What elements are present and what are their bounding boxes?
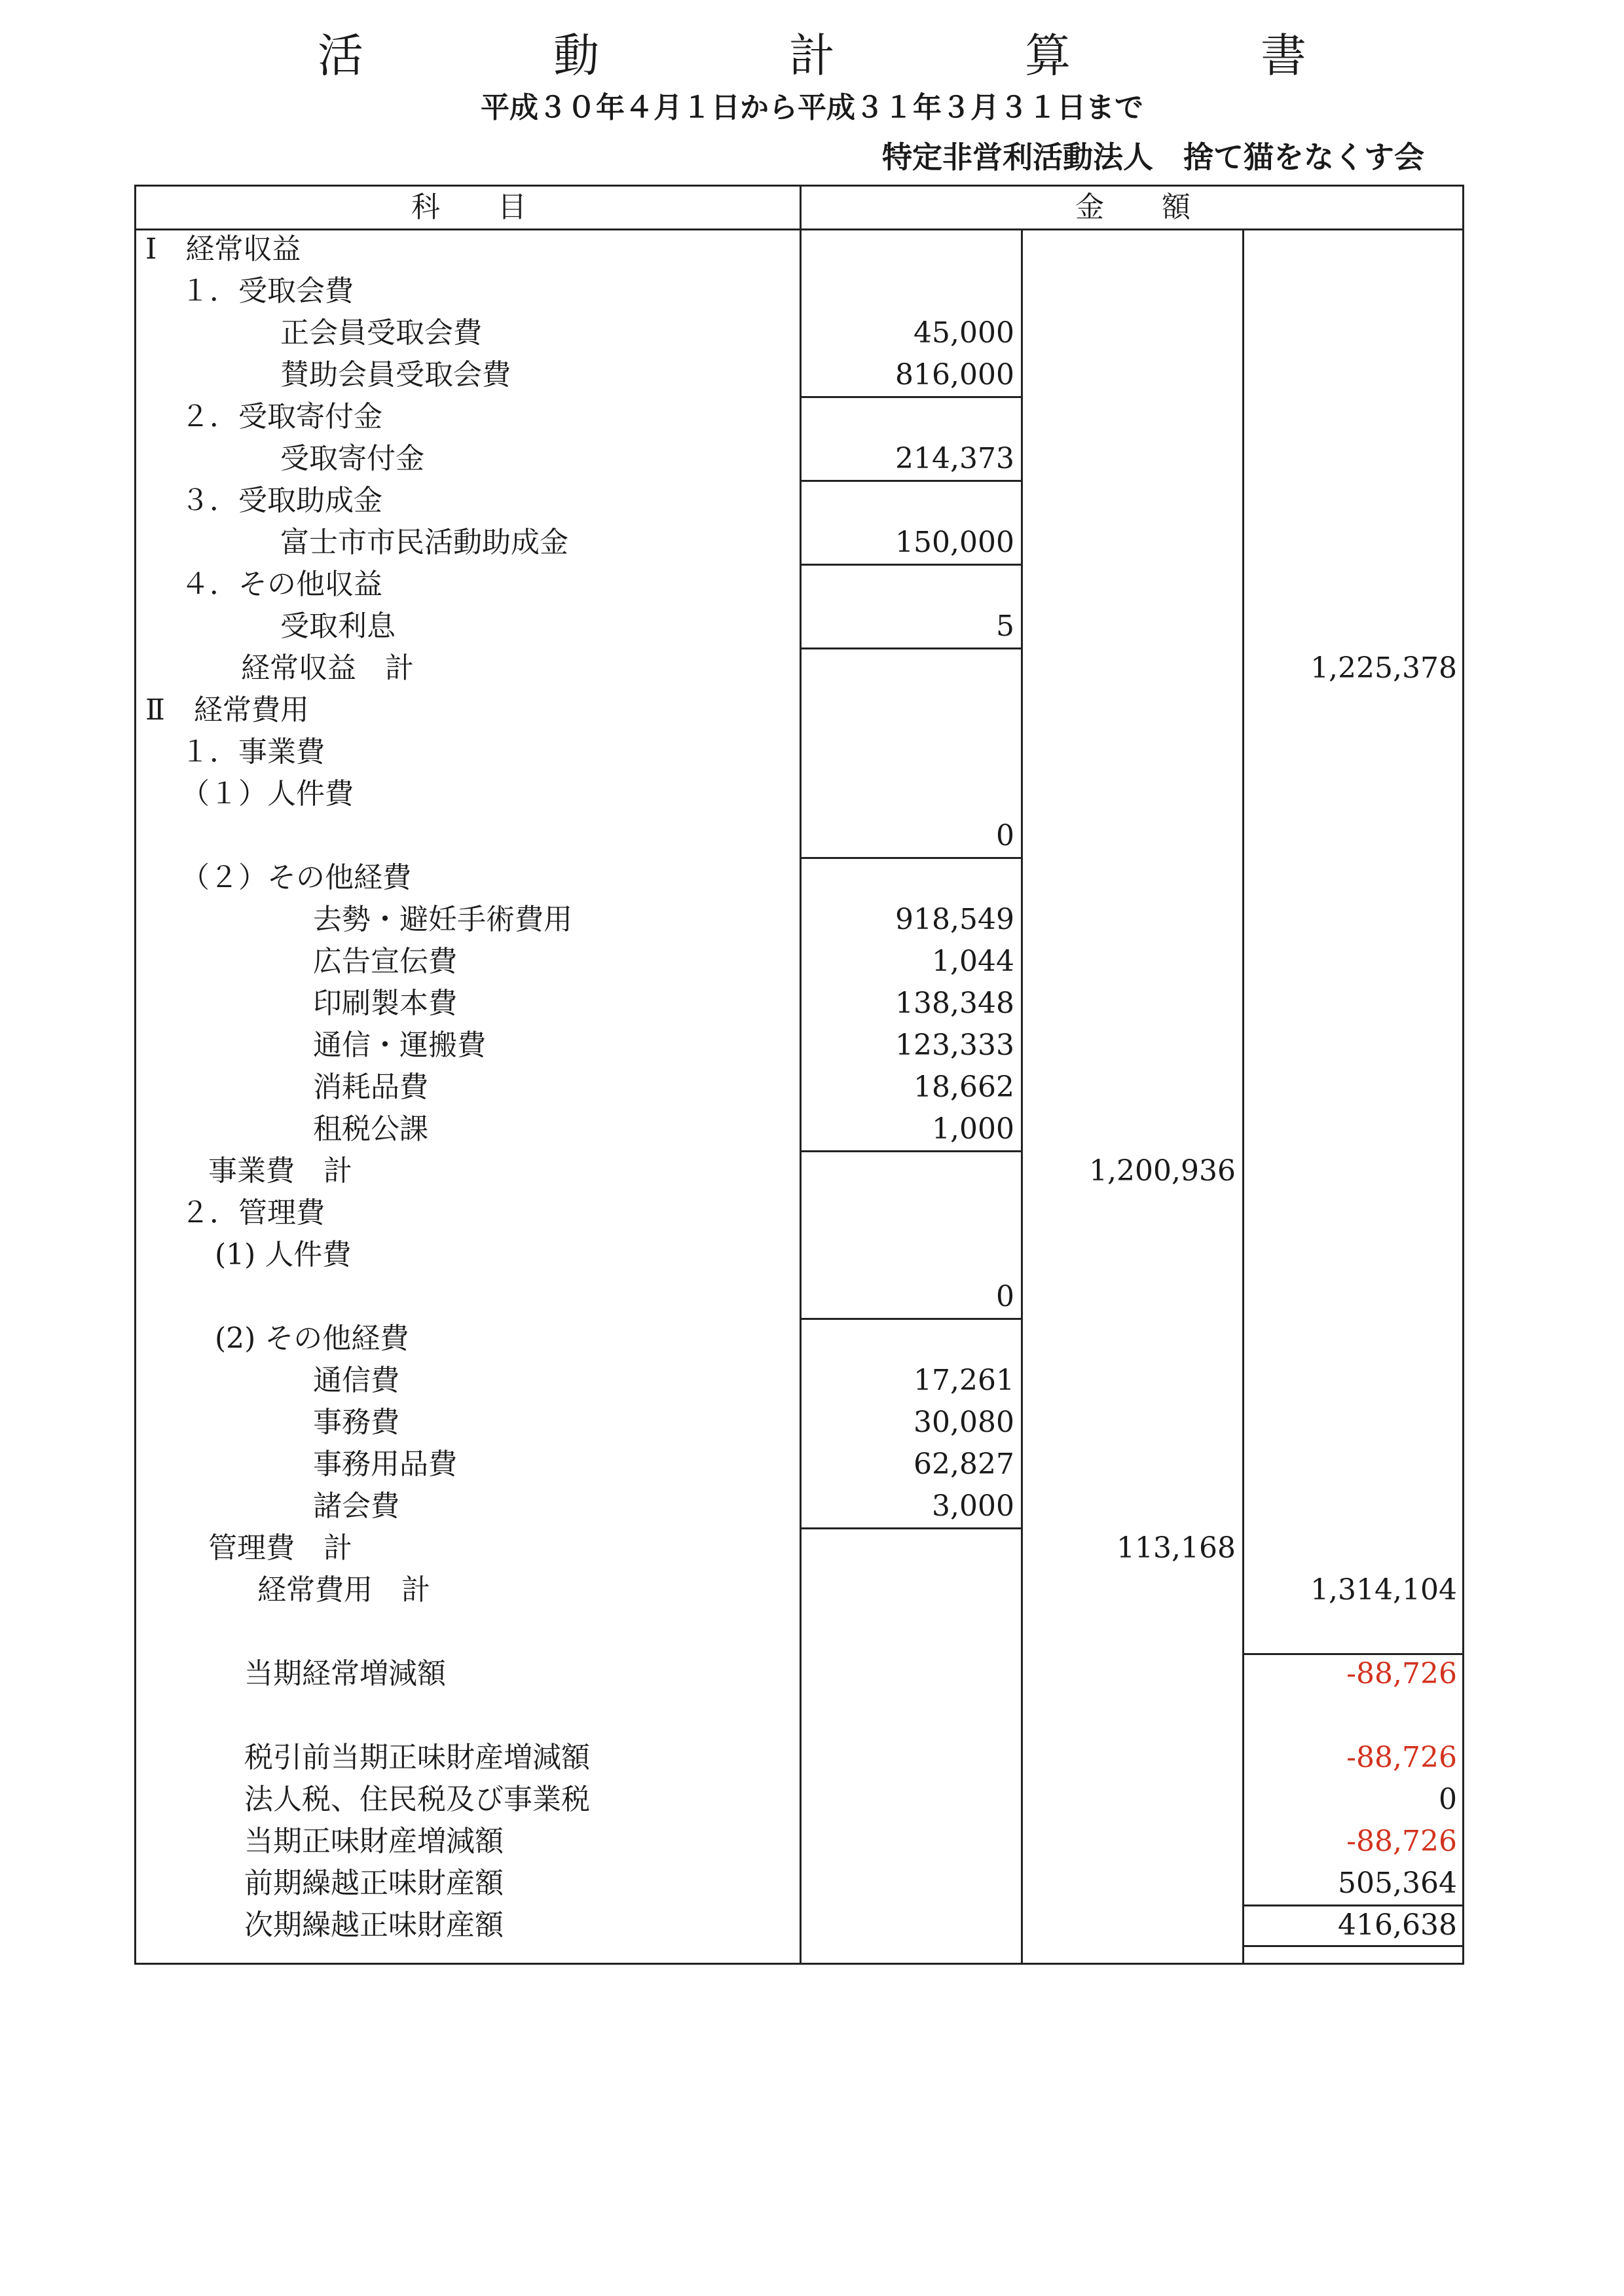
row-label: 印刷製本費 bbox=[313, 987, 457, 1020]
amount-col3: 416,638 bbox=[1338, 1908, 1457, 1942]
amount-col3: 505,364 bbox=[1338, 1867, 1457, 1900]
row-label: 賛助会員受取会費 bbox=[280, 358, 511, 392]
table-row bbox=[136, 1485, 1462, 1527]
table-row bbox=[136, 480, 1462, 522]
row-label: 当期正味財産増減額 bbox=[244, 1825, 504, 1858]
row-label: 次期繰越正味財産額 bbox=[244, 1908, 504, 1942]
amount-col1: 214,373 bbox=[895, 442, 1014, 475]
table-row bbox=[136, 1863, 1462, 1904]
table-row bbox=[136, 857, 1462, 899]
row-label: 租税公課 bbox=[313, 1112, 428, 1146]
row-label: 管理費 計 bbox=[208, 1531, 352, 1565]
table-row bbox=[136, 1904, 1462, 1946]
row-label: 当期経常増減額 bbox=[244, 1657, 446, 1690]
table-row bbox=[136, 1066, 1462, 1108]
row-label: 法人税、住民税及び事業税 bbox=[244, 1783, 590, 1816]
amount-col3: 1,314,104 bbox=[1310, 1573, 1457, 1607]
row-label: 事務用品費 bbox=[313, 1448, 457, 1481]
activity-statement-table bbox=[134, 185, 1464, 1965]
row-label: 受取寄付金 bbox=[280, 442, 424, 475]
fiscal-period: 平成３０年４月１日から平成３１年３月３１日まで bbox=[481, 91, 1143, 124]
amount-col1: 816,000 bbox=[895, 358, 1014, 392]
amount-col1: 30,080 bbox=[913, 1406, 1014, 1439]
table-row bbox=[136, 647, 1462, 689]
row-label: 通信費 bbox=[313, 1364, 399, 1397]
row-label: Ⅰ 経常収益 bbox=[145, 232, 301, 266]
table-row bbox=[136, 228, 1462, 270]
table-row bbox=[136, 1779, 1462, 1821]
amount-col1: 45,000 bbox=[913, 316, 1014, 350]
row-label: 諸会費 bbox=[313, 1489, 399, 1523]
row-label: 富士市市民活動助成金 bbox=[280, 526, 568, 559]
row-label: １．事業費 bbox=[181, 735, 325, 769]
amount-col1: 150,000 bbox=[895, 526, 1014, 559]
table-row bbox=[136, 1402, 1462, 1444]
document-title: 活 動 計 算 書 bbox=[318, 29, 1378, 82]
table-row bbox=[136, 312, 1462, 354]
row-label: （１）人件費 bbox=[181, 777, 354, 811]
amount-col2: 1,200,936 bbox=[1089, 1154, 1236, 1188]
amount-col1: 62,827 bbox=[913, 1448, 1014, 1481]
amount-col1: 138,348 bbox=[895, 987, 1014, 1020]
row-label: 経常費用 計 bbox=[257, 1573, 430, 1607]
amount-col3: -88,726 bbox=[1346, 1657, 1457, 1690]
table-row bbox=[136, 1025, 1462, 1066]
row-label: 税引前当期正味財産増減額 bbox=[244, 1741, 590, 1774]
table-row bbox=[136, 1360, 1462, 1402]
row-label: (2) その他経費 bbox=[215, 1322, 409, 1355]
amount-col1: 0 bbox=[996, 1280, 1014, 1313]
amount-col1: 123,333 bbox=[895, 1029, 1014, 1062]
row-label: ２．管理費 bbox=[181, 1196, 325, 1230]
amount-col3: 1,225,378 bbox=[1310, 651, 1457, 685]
table-row bbox=[136, 564, 1462, 606]
table-row bbox=[136, 522, 1462, 564]
amount-col1: 1,044 bbox=[932, 945, 1014, 978]
table-row bbox=[136, 396, 1462, 438]
amount-col1: 17,261 bbox=[913, 1364, 1014, 1397]
row-label: 経常収益 計 bbox=[241, 651, 414, 685]
table-row bbox=[136, 270, 1462, 312]
row-label: （２）その他経費 bbox=[181, 861, 411, 894]
row-label: 正会員受取会費 bbox=[280, 316, 482, 350]
row-label: 通信・運搬費 bbox=[313, 1029, 486, 1062]
table-row bbox=[136, 773, 1462, 815]
table-row bbox=[136, 354, 1462, 396]
table-row bbox=[136, 1318, 1462, 1360]
row-label: 広告宣伝費 bbox=[313, 945, 457, 978]
table-row bbox=[136, 941, 1462, 983]
table-row bbox=[136, 1444, 1462, 1485]
row-label: 事業費 計 bbox=[208, 1154, 352, 1188]
table-row bbox=[136, 1527, 1462, 1569]
row-label: ２．受取寄付金 bbox=[181, 400, 382, 433]
amount-col2: 113,168 bbox=[1116, 1531, 1236, 1565]
table-row bbox=[136, 1569, 1462, 1611]
table-row bbox=[136, 1737, 1462, 1779]
table-row bbox=[136, 731, 1462, 773]
table-row bbox=[136, 1276, 1462, 1318]
row-label: １．受取会費 bbox=[181, 274, 354, 308]
organization-name: 特定非営利活動法人 捨て猫をなくす会 bbox=[882, 139, 1424, 175]
amount-col1: 918,549 bbox=[895, 903, 1014, 936]
row-label: 去勢・避妊手術費用 bbox=[313, 903, 572, 936]
row-label: (1) 人件費 bbox=[215, 1238, 352, 1271]
row-label: ３．受取助成金 bbox=[181, 484, 382, 517]
table-row bbox=[136, 815, 1462, 857]
table-row bbox=[136, 983, 1462, 1025]
table-row bbox=[136, 689, 1462, 731]
row-label: ４．その他収益 bbox=[181, 568, 382, 601]
table-row bbox=[136, 1821, 1462, 1863]
table-row bbox=[136, 1150, 1462, 1192]
amount-col1: 3,000 bbox=[932, 1489, 1014, 1523]
amount-col3: 0 bbox=[1439, 1783, 1457, 1816]
amount-col3: -88,726 bbox=[1346, 1741, 1457, 1774]
table-row bbox=[136, 1192, 1462, 1234]
row-label: 事務費 bbox=[313, 1406, 399, 1439]
table-row bbox=[136, 1653, 1462, 1695]
table-row bbox=[136, 1108, 1462, 1150]
table-row bbox=[136, 606, 1462, 647]
header-amount: 金 額 bbox=[1075, 191, 1190, 224]
row-label: 消耗品費 bbox=[313, 1070, 428, 1104]
table-row bbox=[136, 438, 1462, 480]
amount-col1: 0 bbox=[996, 819, 1014, 852]
header-subject: 科 目 bbox=[411, 191, 526, 224]
amount-col1: 1,000 bbox=[932, 1112, 1014, 1146]
row-label: 受取利息 bbox=[280, 610, 396, 643]
amount-col3: -88,726 bbox=[1346, 1825, 1457, 1858]
row-label: 前期繰越正味財産額 bbox=[244, 1867, 504, 1900]
row-label: Ⅱ 経常費用 bbox=[145, 693, 309, 727]
amount-col1: 18,662 bbox=[913, 1070, 1014, 1104]
table-row bbox=[136, 1234, 1462, 1276]
table-row bbox=[136, 899, 1462, 941]
amount-col1: 5 bbox=[996, 610, 1014, 643]
